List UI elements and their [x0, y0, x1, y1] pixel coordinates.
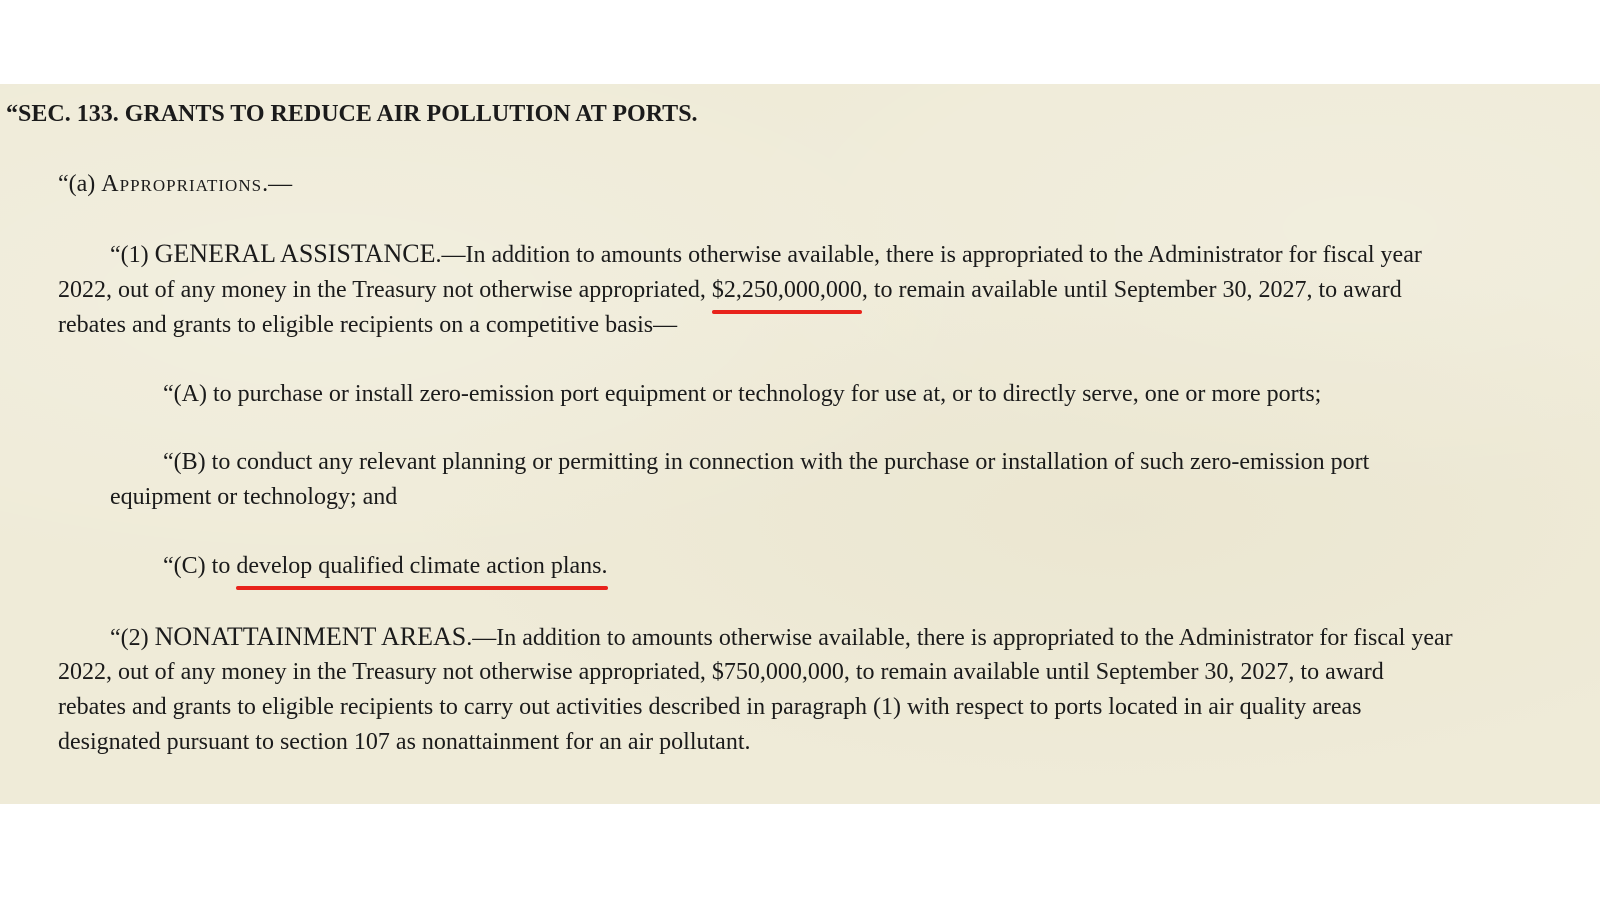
para2-heading: NONATTAINMENT AREAS	[154, 622, 467, 651]
subsection-a-title: Appropriations	[101, 171, 263, 197]
amount-highlight: $2,250,000,000	[712, 272, 862, 308]
item-b-line2: equipment or technology; and	[110, 484, 398, 510]
para1-line2-pre: 2022, out of any money in the Treasury not otherwise appropriated,	[58, 277, 712, 303]
para1-heading: GENERAL ASSISTANCE	[154, 239, 436, 268]
item-a: “(A) to purchase or install zero-emission port equipment or technology for use at, or to directly serve, one or more ports;	[163, 381, 1322, 407]
para2-line2: 2022, out of any money in the Treasury not otherwise appropriated, $750,000,000, to remain available until September 30, 2027, to award	[58, 659, 1384, 685]
para1-line1-text: .—In addition to amounts otherwise available, there is appropriated to the Administrator for fiscal year	[435, 242, 1422, 268]
subsection-a-suffix: .—	[262, 171, 293, 197]
item-c	[163, 548, 608, 584]
para2-line3: rebates and grants to eligible recipients to carry out activities described in paragraph (1) with respect to ports located in air quality areas	[58, 694, 1362, 720]
para1-line2	[58, 272, 1402, 308]
item-c-prefix: “(C) to	[163, 553, 237, 579]
climate-plan-highlight: develop qualified climate action plans.	[236, 548, 607, 584]
para2-line4: designated pursuant to section 107 as nonattainment for an air pollutant.	[58, 729, 751, 755]
para2-prefix: “(2)	[110, 625, 155, 651]
para2-line1-text: .—In addition to amounts otherwise available, there is appropriated to the Administrator for fiscal year	[466, 625, 1453, 651]
para1-line1	[110, 236, 1422, 273]
document-panel	[0, 84, 1600, 804]
para2-line1	[110, 619, 1453, 656]
item-b-line1: “(B) to conduct any relevant planning or permitting in connection with the purchase or installation of such zero-emission port	[163, 449, 1370, 475]
subsection-a-heading	[58, 166, 292, 202]
para1-prefix: “(1)	[110, 242, 155, 268]
para1-line3: rebates and grants to eligible recipients on a competitive basis—	[58, 312, 678, 338]
section-title: “SEC. 133. GRANTS TO REDUCE AIR POLLUTION AT PORTS.	[6, 101, 698, 127]
subsection-a-prefix: “(a)	[58, 171, 102, 197]
para1-line2-post: , to remain available until September 30, 2027, to award	[861, 277, 1402, 303]
